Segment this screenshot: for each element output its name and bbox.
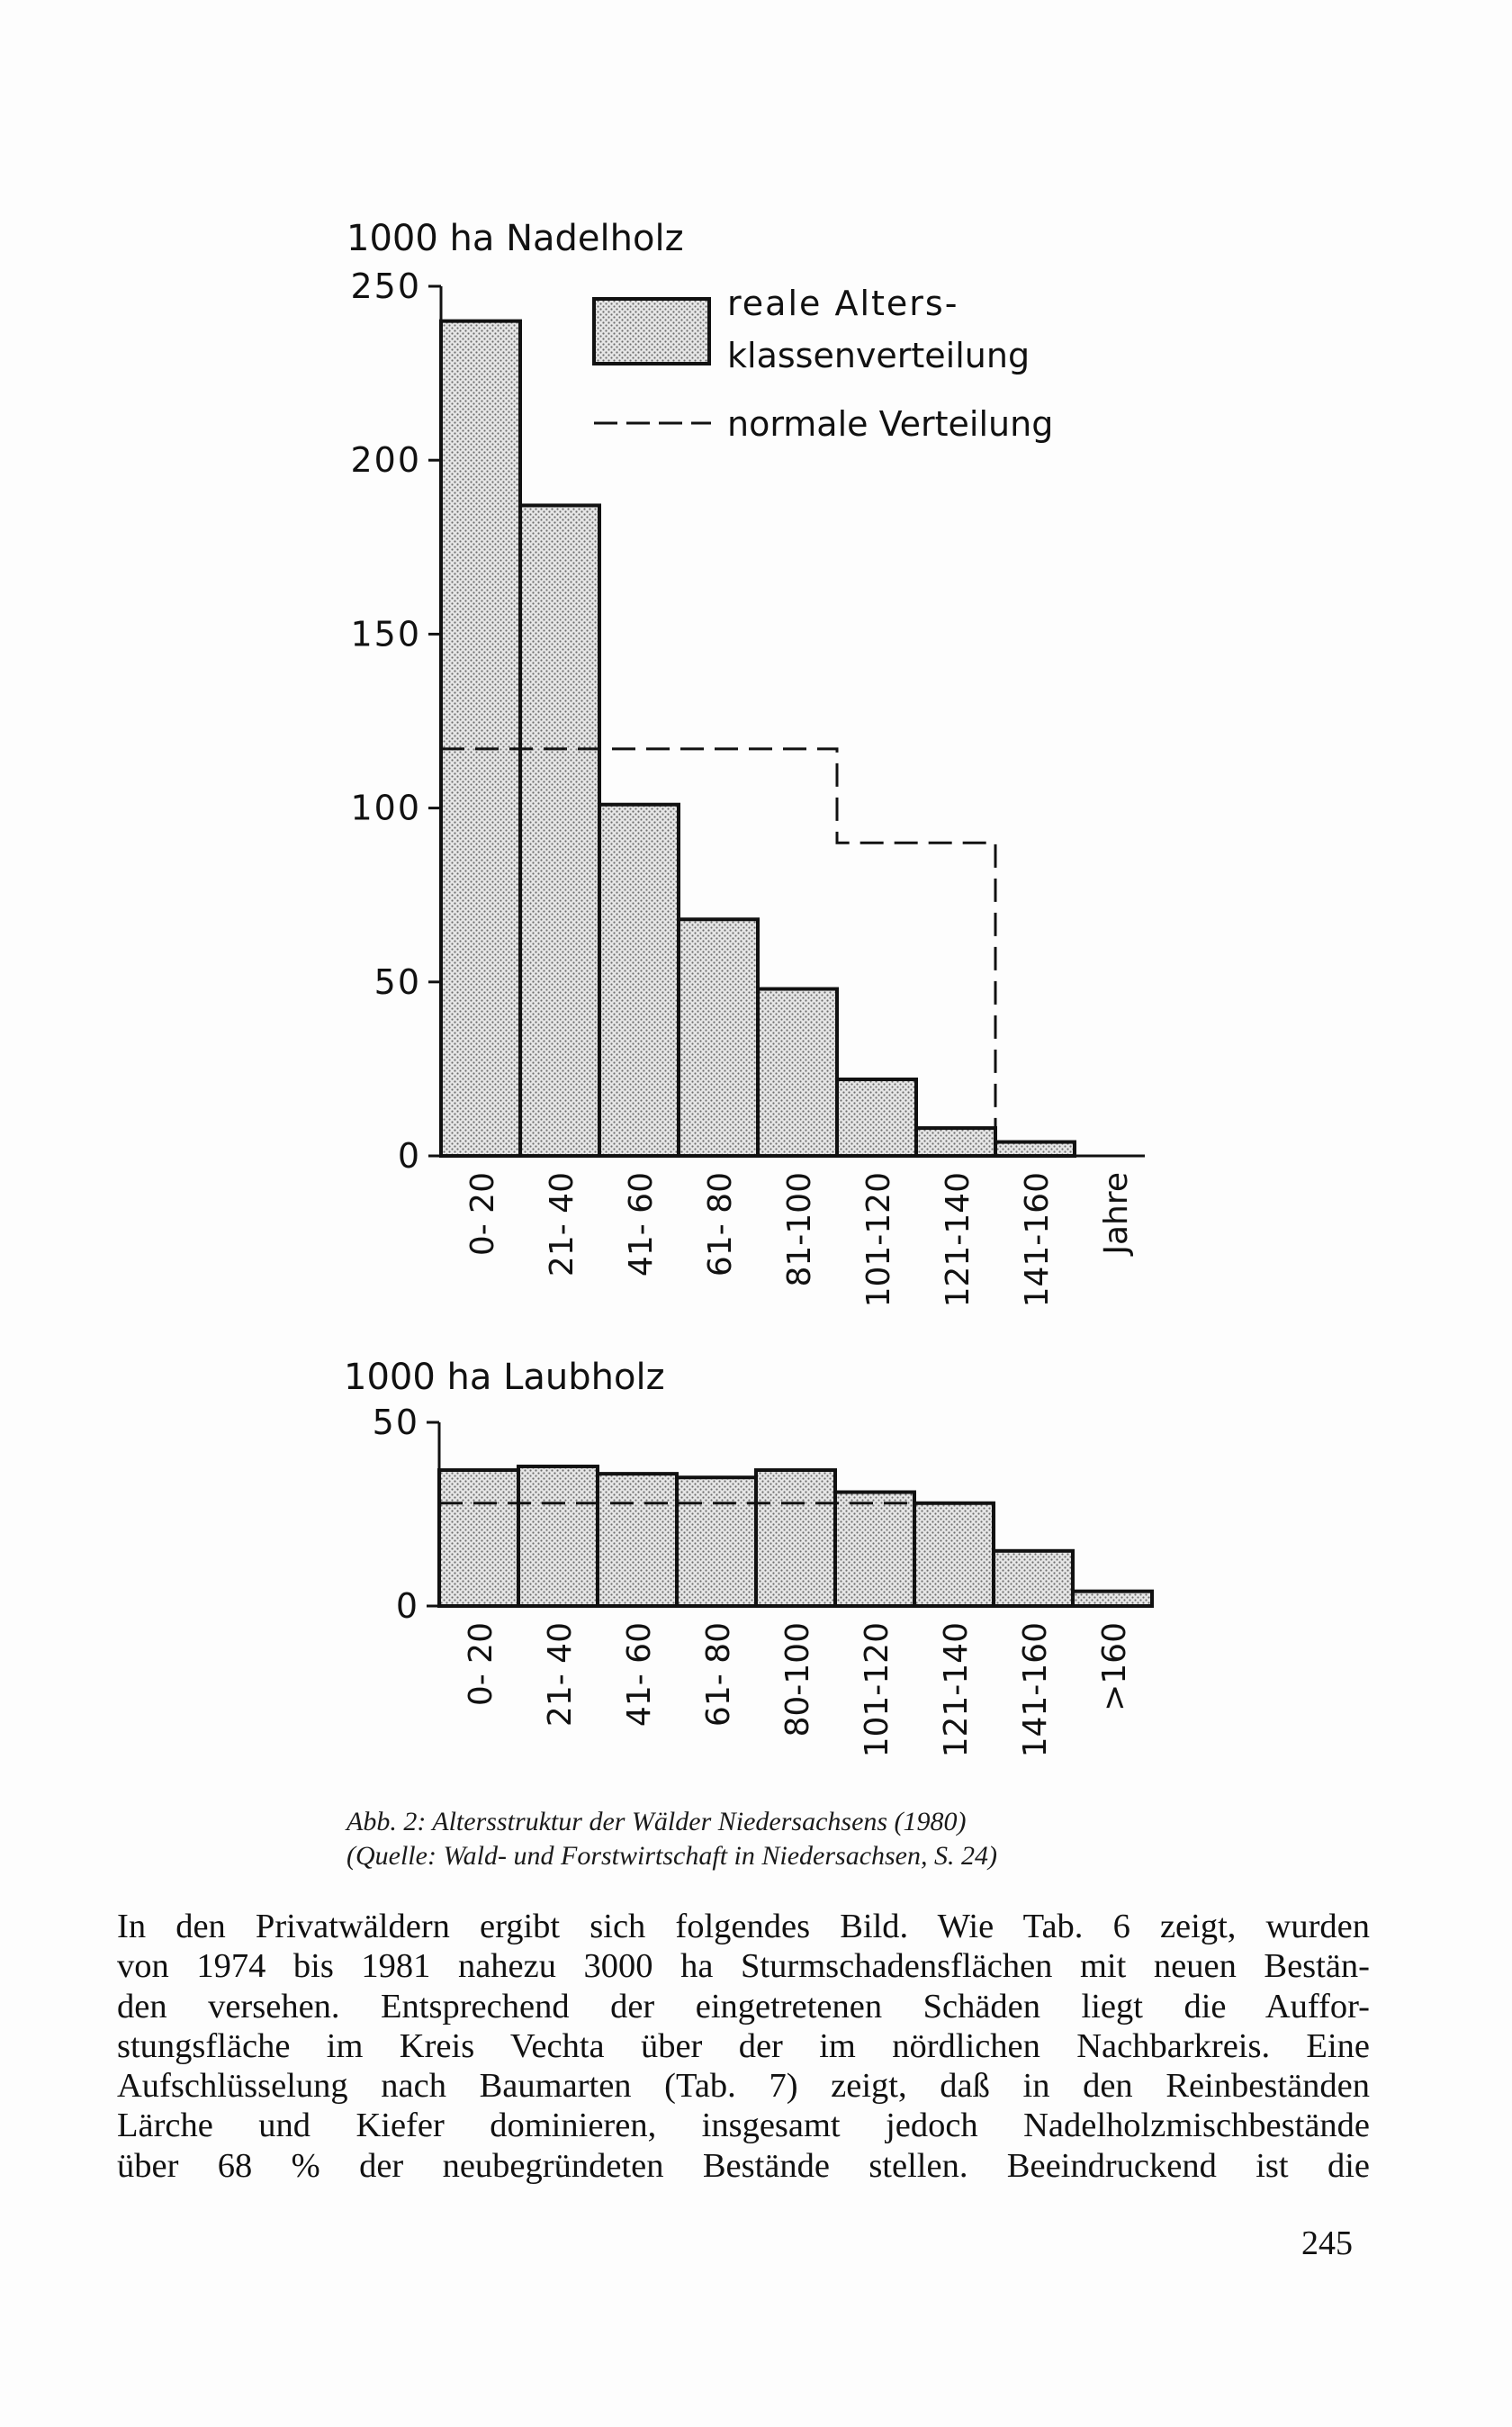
body-line: In den Privatwäldern ergibt sich folgendes Bild. Wie Tab. 6 zeigt, wurden <box>117 1908 1370 1945</box>
caption-line-2: (Quelle: Wald- und Forstwirtschaft in Niedersachsen, S. 24) <box>346 1841 997 1871</box>
y-axis-ticks <box>350 266 441 1176</box>
legend <box>594 284 1053 444</box>
x-tick-label: 81-100 <box>781 1172 818 1287</box>
bar <box>441 321 520 1156</box>
body-line: von 1974 bis 1981 nahezu 3000 ha Sturmschadensflächen mit neuen Bestän- <box>117 1947 1370 1986</box>
legend-label-reale-2: klassenverteilung <box>727 336 1030 375</box>
y-tick-label: 200 <box>350 440 421 481</box>
x-tick-label: 21- 40 <box>544 1172 580 1277</box>
x-unit-label: Jahre <box>1098 1172 1135 1255</box>
y-axis-ticks <box>373 1403 439 1626</box>
x-tick-label: 41- 60 <box>623 1172 660 1277</box>
bar <box>994 1551 1073 1606</box>
bar-series-reale <box>441 321 1075 1156</box>
chart-laubholz <box>344 1357 1152 1757</box>
x-tick-label: 101-120 <box>859 1622 896 1758</box>
body-paragraph <box>117 1907 1370 2186</box>
x-tick-label: 61- 80 <box>702 1172 739 1277</box>
y-tick-label: 150 <box>350 614 421 654</box>
x-tick-label: >160 <box>1096 1622 1133 1711</box>
bar <box>916 1128 995 1156</box>
bar <box>520 505 599 1156</box>
bar <box>598 1474 677 1606</box>
x-tick-label: 121-140 <box>938 1622 975 1758</box>
y-tick-label: 250 <box>350 266 421 306</box>
bar <box>835 1493 914 1606</box>
y-tick-label: 0 <box>397 1136 421 1176</box>
x-tick-label: 41- 60 <box>621 1622 658 1728</box>
bar <box>679 919 758 1156</box>
page-number: 245 <box>1301 2224 1353 2262</box>
bar <box>914 1503 994 1606</box>
bar <box>995 1142 1075 1156</box>
x-tick-label: 101-120 <box>860 1172 897 1308</box>
body-line: über 68 % der neubegründeten Bestände stellen. Beeindruckend ist die <box>117 2146 1370 2185</box>
y-tick-label: 50 <box>372 1403 419 1442</box>
x-axis-ticks <box>463 1622 1133 1757</box>
body-line: Lärche und Kiefer dominieren, insgesamt jedoch Nadelholzmischbestände <box>117 2107 1370 2145</box>
bar <box>439 1470 518 1606</box>
bar <box>758 989 837 1156</box>
bar <box>677 1477 756 1606</box>
bar <box>599 805 679 1156</box>
y-tick-label: 100 <box>350 788 421 828</box>
x-tick-label: 61- 80 <box>700 1622 737 1728</box>
chart-title: 1000 ha Nadelholz <box>346 218 684 259</box>
figure-caption <box>346 1805 1246 1873</box>
legend-label-normale: normale Verteilung <box>727 404 1054 444</box>
y-tick-label: 0 <box>395 1586 419 1626</box>
body-line: den versehen. Entsprechend der eingetretenen Schäden liegt die Auffor- <box>117 1987 1370 2026</box>
x-tick-label: 0- 20 <box>464 1172 501 1257</box>
bar <box>837 1079 916 1156</box>
caption-line-1: Abb. 2: Altersstruktur der Wälder Niedersachsens (1980) <box>346 1807 967 1836</box>
bar-series-reale <box>439 1466 1152 1606</box>
y-tick-label: 50 <box>374 961 421 1002</box>
chart-title: 1000 ha Laubholz <box>344 1357 665 1398</box>
legend-label-reale-1: reale Alters- <box>727 284 959 323</box>
x-tick-label: 0- 20 <box>463 1622 500 1707</box>
bar <box>756 1470 835 1606</box>
x-tick-label: 121-140 <box>940 1172 976 1308</box>
legend-swatch-reale <box>594 299 709 364</box>
x-tick-label: 21- 40 <box>542 1622 579 1728</box>
x-axis-ticks <box>464 1172 1056 1307</box>
x-tick-label: 80-100 <box>779 1622 816 1737</box>
x-tick-label: 141-160 <box>1017 1622 1054 1758</box>
bar <box>518 1466 598 1606</box>
bar <box>1073 1592 1152 1606</box>
chart-nadelholz <box>346 218 1145 1307</box>
body-line: stungsfläche im Kreis Vechta über der im nördlichen Nachbarkreis. Eine <box>117 2026 1370 2065</box>
x-tick-label: 141-160 <box>1019 1172 1056 1308</box>
body-line: Aufschlüsselung nach Baumarten (Tab. 7) zeigt, daß in den Reinbeständen <box>117 2067 1370 2106</box>
